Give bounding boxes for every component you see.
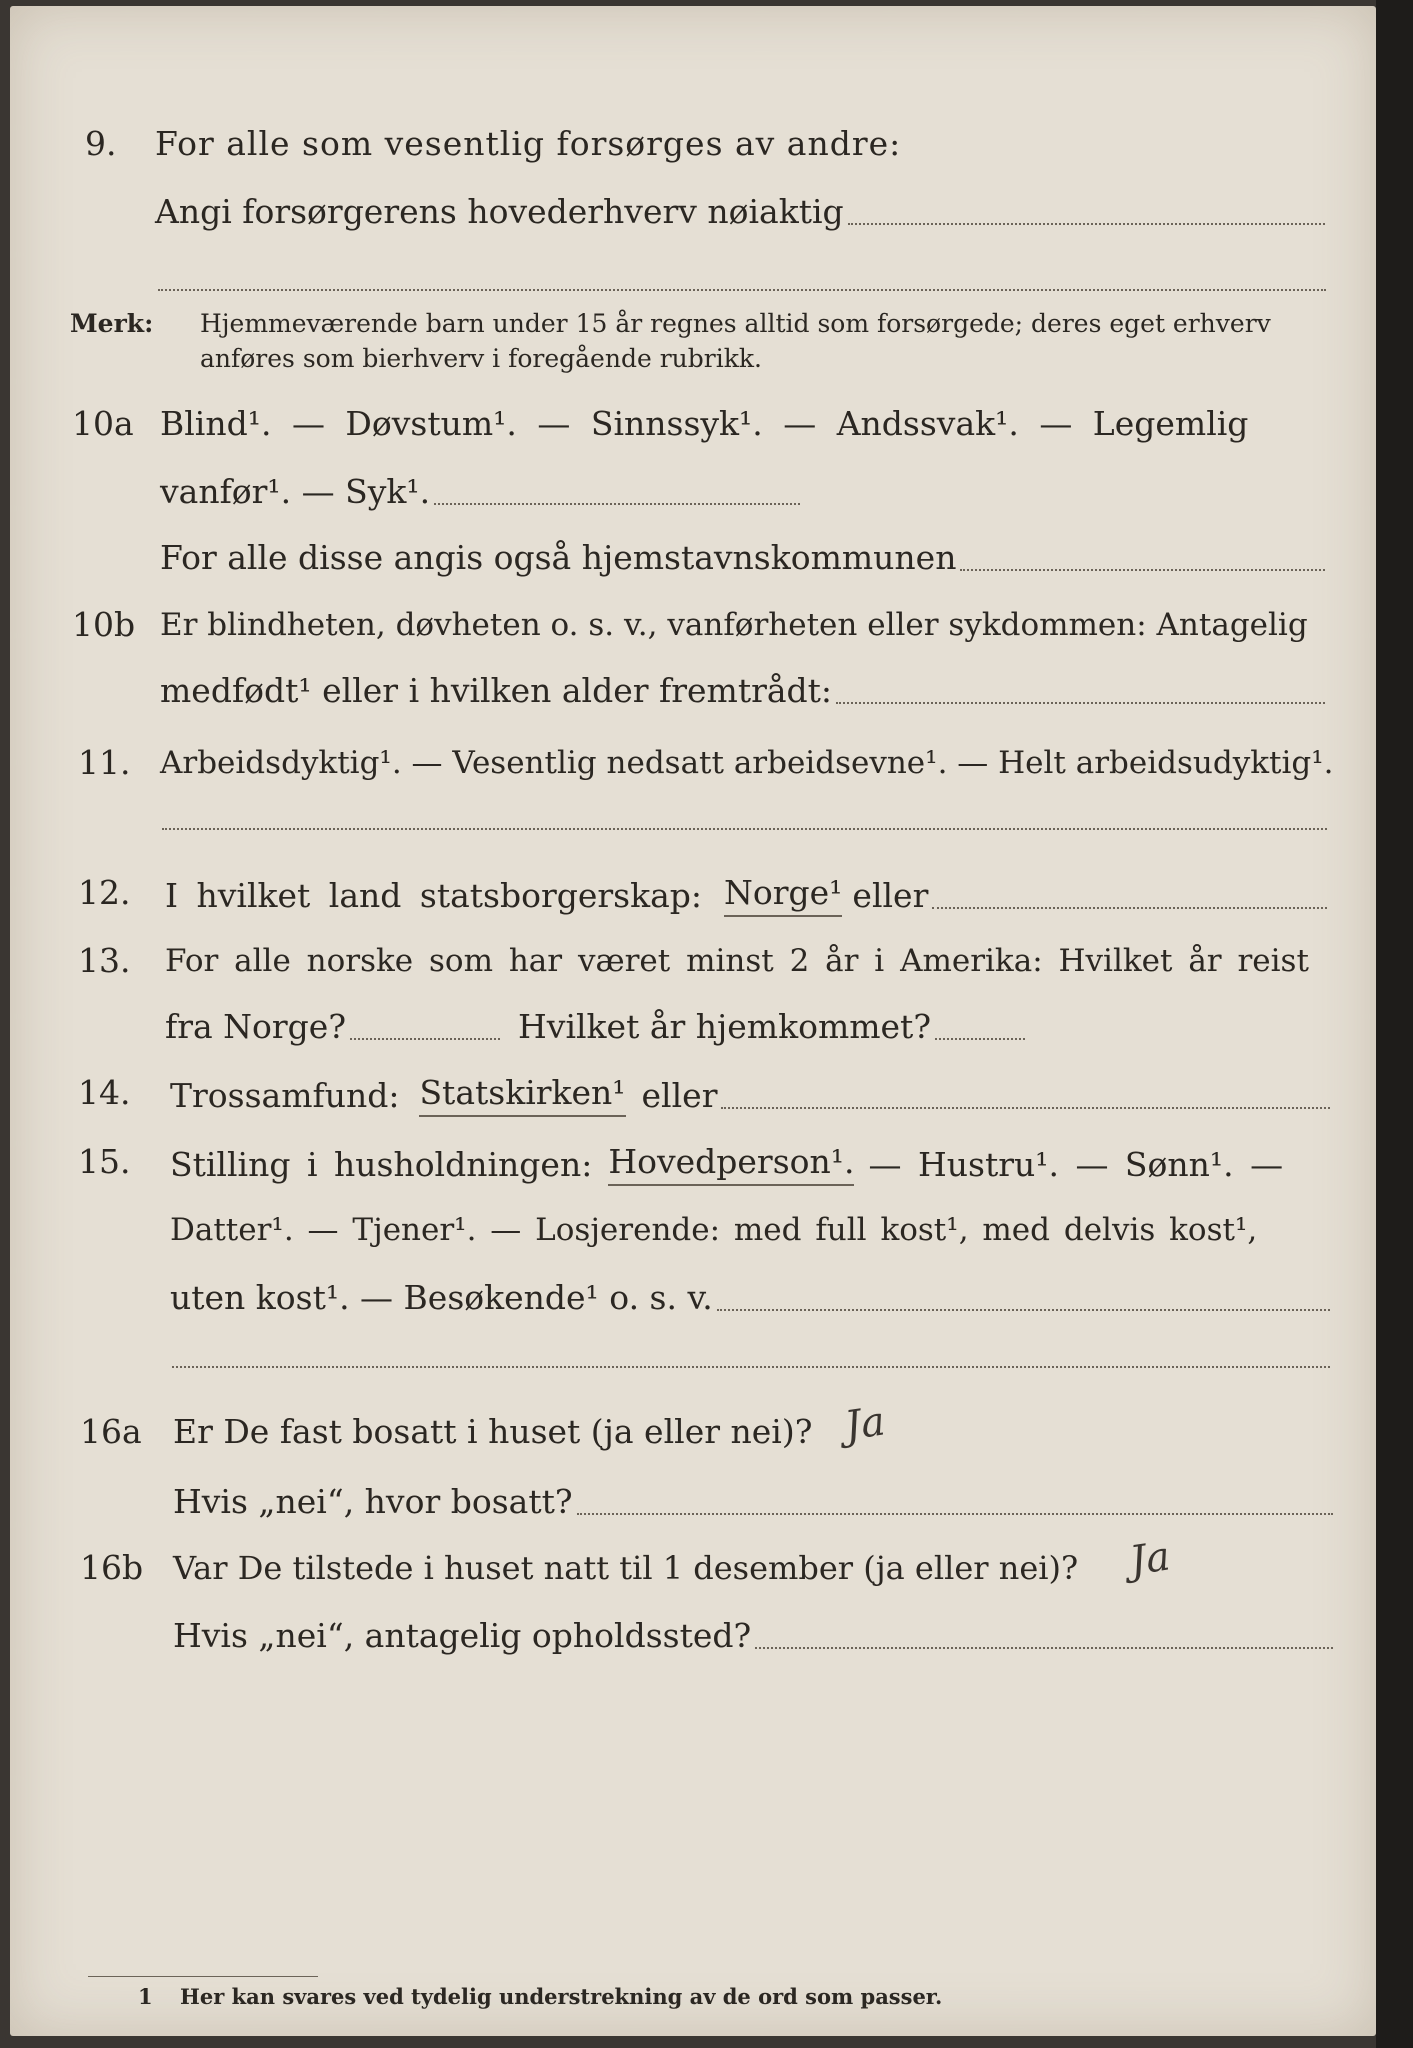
q16b-number: 16b xyxy=(80,1548,144,1587)
q12-answer-field[interactable] xyxy=(932,907,1327,909)
footnote-mark: 1 xyxy=(138,1984,153,2009)
q13-line2a: fra Norge? xyxy=(165,1007,347,1046)
q16b-line1: Var De tilstede i huset natt til 1 desember (ja eller nei)? xyxy=(173,1549,1079,1587)
q10b-line2 xyxy=(160,670,1325,712)
q15-line2: Datter¹. — Tjener¹. — Losjerende: med full kost¹, med delvis kost¹, xyxy=(170,1212,1258,1248)
q15-line3-text: uten kost¹. — Besøkende¹ o. s. v. xyxy=(170,1278,713,1317)
q11-answer-line[interactable] xyxy=(162,828,1327,830)
q16a-line2 xyxy=(173,1481,1333,1523)
q10b-number: 10b xyxy=(72,605,136,644)
q13-hjemkommet-field[interactable] xyxy=(935,1038,1025,1040)
q10a-hjemstavn-field[interactable] xyxy=(960,569,1325,571)
q11-number: 11. xyxy=(78,743,131,782)
q10a-line3 xyxy=(160,537,1325,579)
q15-line1-prefix: Stilling i husholdningen: xyxy=(170,1145,593,1184)
q9-answer-line2[interactable] xyxy=(158,289,1326,291)
q15-number: 15. xyxy=(78,1142,131,1181)
q13-reist-field[interactable] xyxy=(350,1038,500,1040)
q13-number: 13. xyxy=(78,941,131,980)
q15-line1-suffix: — Hustru¹. — Sønn¹. — xyxy=(868,1145,1284,1184)
q16b-line2 xyxy=(173,1615,1333,1657)
q15-underlined-choice[interactable]: Hovedperson¹. xyxy=(608,1141,854,1186)
q10a-answer-field[interactable] xyxy=(434,503,800,505)
q9-answer-field[interactable] xyxy=(848,223,1325,225)
q14-answer-field[interactable] xyxy=(721,1107,1330,1109)
footnote-text: Her kan svares ved tydelig understrekning av de ord som passer. xyxy=(180,1984,943,2009)
q16a-bosatt-field[interactable] xyxy=(577,1513,1333,1515)
q16b-line2-text: Hvis „nei“, antagelig opholdssted? xyxy=(173,1616,752,1655)
q14-line xyxy=(170,1072,1330,1117)
q15-line3 xyxy=(170,1277,1330,1319)
census-form-page xyxy=(10,6,1376,2036)
q16a-line1: Er De fast bosatt i huset (ja eller nei)? xyxy=(173,1412,813,1451)
q10a-line3-text: For alle disse angis også hjemstavnskommunen xyxy=(160,538,957,577)
q12-line xyxy=(165,872,1327,917)
note-label: Merk: xyxy=(70,309,154,338)
q12-prefix: I hvilket land statsborgerskap: xyxy=(165,876,703,915)
q14-prefix: Trossamfund: xyxy=(170,1076,400,1115)
q16b-handwritten-answer[interactable]: Ja xyxy=(1126,1533,1173,1585)
q12-suffix: eller xyxy=(852,876,929,915)
q16a-number: 16a xyxy=(80,1412,142,1451)
footnote-rule xyxy=(88,1976,318,1977)
q16a-handwritten-answer[interactable]: Ja xyxy=(841,1398,888,1450)
q16b-opholdssted-field[interactable] xyxy=(755,1647,1333,1649)
q11-line1: Arbeidsdyktig¹. — Vesentlig nedsatt arbeidsevne¹. — Helt arbeidsudyktig¹. xyxy=(160,745,1334,781)
q9-line1: For alle som vesentlig forsørges av andre: xyxy=(155,124,902,163)
q10b-answer-field[interactable] xyxy=(836,702,1325,704)
q15-line1 xyxy=(170,1141,1283,1186)
q9-line2-text: Angi forsørgerens hovederhverv nøiaktig xyxy=(155,192,844,231)
q13-line2b: Hvilket år hjemkommet? xyxy=(518,1007,932,1046)
scan-edge xyxy=(1376,0,1413,2048)
q13-line1: For alle norske som har været minst 2 år i Amerika: Hvilket år reist xyxy=(165,943,1309,979)
q14-underlined-choice[interactable]: Statskirken¹ xyxy=(419,1072,625,1117)
q15-answer-field[interactable] xyxy=(717,1309,1330,1311)
q14-suffix: eller xyxy=(641,1076,718,1115)
q12-underlined-choice[interactable]: Norge¹ xyxy=(724,872,842,917)
q10b-line1: Er blindheten, døvheten o. s. v., vanførheten eller sykdommen: Antagelig xyxy=(160,607,1308,643)
q12-number: 12. xyxy=(78,873,131,912)
q9-line2 xyxy=(155,191,1325,233)
q16a-line2-text: Hvis „nei“, hvor bosatt? xyxy=(173,1482,573,1521)
q10a-line2 xyxy=(160,471,800,513)
q15-answer-line2[interactable] xyxy=(172,1366,1330,1368)
note-line2: anføres som bierhverv i foregående rubrikk. xyxy=(200,344,762,373)
q10a-line2-text: vanfør¹. — Syk¹. xyxy=(160,472,431,511)
q10a-number: 10a xyxy=(72,404,134,443)
q10b-line2-text: medfødt¹ eller i hvilken alder fremtrådt: xyxy=(160,671,833,710)
q9-number: 9. xyxy=(85,124,117,163)
q13-line2 xyxy=(165,1006,1025,1048)
q10a-line1: Blind¹. — Døvstum¹. — Sinnssyk¹. — Andssvak¹. — Legemlig xyxy=(160,404,1249,443)
q14-number: 14. xyxy=(78,1073,131,1112)
note-line1: Hjemmeværende barn under 15 år regnes alltid som forsørgede; deres eget erhverv xyxy=(200,309,1271,338)
